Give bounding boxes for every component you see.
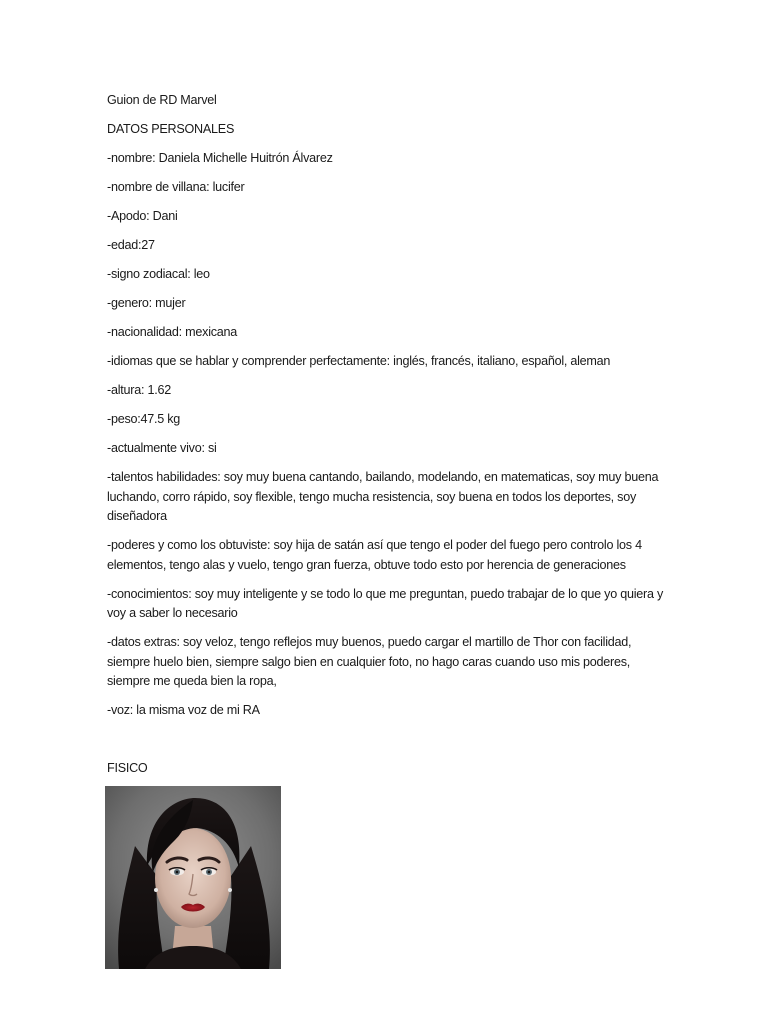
field-actualmente-vivo: -actualmente vivo: si xyxy=(107,441,217,455)
field-voz: -voz: la misma voz de mi RA xyxy=(107,703,260,717)
field-signo-zodiacal: -signo zodiacal: leo xyxy=(107,267,210,281)
field-altura: -altura: 1.62 xyxy=(107,383,171,397)
document-title: Guion de RD Marvel xyxy=(107,93,217,107)
portrait-illustration xyxy=(105,786,281,969)
field-idiomas: -idiomas que se hablar y comprender perfectamente: inglés, francés, italiano, español, aleman xyxy=(107,354,611,368)
character-portrait-image xyxy=(105,786,281,969)
section-spacer xyxy=(107,730,667,759)
field-poderes: -poderes y como los obtuviste: soy hija de satán así que tengo el poder del fuego pero controlo los 4 elementos, tengo alas y vuelo, tengo gran fuerza, obtuve todo esto por herencia de generaciones xyxy=(107,538,642,572)
field-nombre: -nombre: Daniela Michelle Huitrón Álvarez xyxy=(107,151,333,165)
section-heading-personal: DATOS PERSONALES xyxy=(107,122,235,136)
field-genero: -genero: mujer xyxy=(107,296,186,310)
field-apodo: -Apodo: Dani xyxy=(107,209,178,223)
document-body xyxy=(107,91,667,788)
field-conocimientos: -conocimientos: soy muy inteligente y se todo lo que me preguntan, puedo trabajar de lo que yo quiera y voy a saber lo necesario xyxy=(107,586,664,620)
field-datos-extras: -datos extras: soy veloz, tengo reflejos muy buenos, puedo cargar el martillo de Thor con facilidad, siempre huelo bien, siempre salgo bien en cualquier foto, no hago caras cuando uso mis poderes, siempre me queda bien la ropa, xyxy=(107,635,632,688)
section-heading-physical: FISICO xyxy=(107,761,148,775)
field-nombre-villana: -nombre de villana: lucifer xyxy=(107,180,245,194)
field-peso: -peso:47.5 kg xyxy=(107,412,181,426)
field-edad: -edad:27 xyxy=(107,238,155,252)
field-nacionalidad: -nacionalidad: mexicana xyxy=(107,325,238,339)
field-talentos: -talentos habilidades: soy muy buena cantando, bailando, modelando, en matematicas, soy muy buena luchando, corro rápido, soy flexible, tengo mucha resistencia, soy buena en todos los deportes, soy diseñadora xyxy=(107,470,659,523)
